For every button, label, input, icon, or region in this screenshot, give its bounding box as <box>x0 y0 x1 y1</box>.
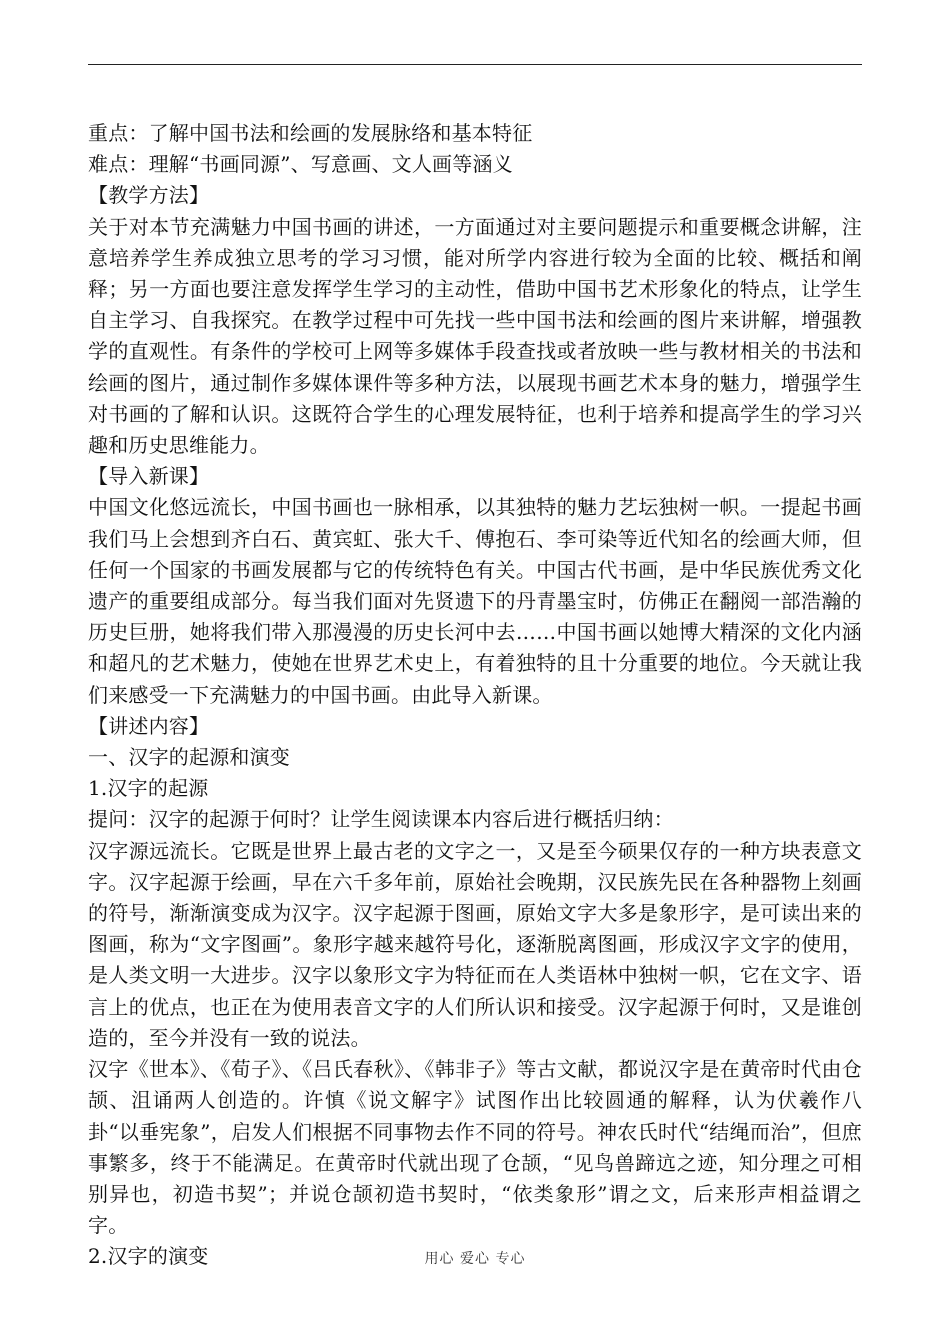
page-footer: 用心 爱心 专心 <box>424 1251 526 1267</box>
document-body <box>88 118 862 1273</box>
header-rule <box>88 64 862 65</box>
origin-paragraph: 汉字源远流长。它既是世界上最古老的文字之一，又是至今硕果仅存的一种方块表意文字。汉字起源于绘画，早在六千多年前，原始社会晚期，汉民族先民在各种器物上刻画的符号，渐渐演变成为汉字。汉字起源于图画，原始文字大多是象形字，是可读出来的图画，称为“文字图画”。象形字越来越符号化，逐渐脱离图画，形成汉字文字的使用，是人类文明一大进步。汉字以象形文字为特征而在人类语林中独树一帜，它在文字、语言上的优点，也正在为使用表音文字的人们所认识和接受。汉字起源于何时，又是谁创造的，至今并没有一致的说法。 <box>88 838 862 1050</box>
difficulty-line: 难点：理解“书画同源”、写意画、文人画等涵义 <box>88 152 513 177</box>
teaching-method-paragraph: 关于对本节充满魅力中国书画的讲述，一方面通过对主要问题提示和重要概念讲解，注意培养学生养成独立思考的学习习惯，能对所学内容进行较为全面的比较、概括和阐释；另一方面也要注意发挥学生学习的主动性，借助中国书艺术形象化的特点，让学生自主学习、自我探究。在教学过程中可先找一些中国书法和绘画的图片来讲解，增强教学的直观性。有条件的学校可上网等多媒体手段查找或者放映一些与教材相关的书法和绘画的图片，通过制作多媒体课件等多种方法，以展现书画艺术本身的魅力，增强学生对书画的了解和认识。这既符合学生的心理发展特征，也利于培养和提高学生的学习兴趣和历史思维能力。 <box>88 214 862 458</box>
subheading-evolution: 2.汉字的演变 <box>88 1244 209 1269</box>
subheading-origin-and-evolution: 一、汉字的起源和演变 <box>88 745 290 770</box>
question-line: 提问：汉字的起源于何时？让学生阅读课本内容后进行概括归纳： <box>88 807 674 832</box>
section-heading-lecture-content: 【讲述内容】 <box>88 713 210 738</box>
section-heading-teaching-method: 【教学方法】 <box>88 183 210 208</box>
introduction-paragraph: 中国文化悠远流长，中国书画也一脉相承，以其独特的魅力艺坛独树一帜。一提起书画我们马上会想到齐白石、黄宾虹、张大千、傅抱石、李可染等近代知名的绘画大师，但任何一个国家的书画发展都与它的传统特色有关。中国古代书画，是中华民族优秀文化遗产的重要组成部分。每当我们面对先贤遗下的丹青墨宝时，仿佛正在翻阅一部浩瀚的历史巨册，她将我们带入那漫漫的历史长河中去……中国书画以她博大精深的文化内涵和超凡的艺术魅力，使她在世界艺术史上，有着独特的且十分重要的地位。今天就让我们来感受一下充满魅力的中国书画。由此导入新课。 <box>88 495 862 707</box>
section-heading-introduction: 【导入新课】 <box>88 464 210 489</box>
key-point-line: 重点：了解中国书法和绘画的发展脉络和基本特征 <box>88 121 533 145</box>
legend-paragraph: 汉字《世本》、《荀子》、《吕氏春秋》、《韩非子》等古文献，都说汉字是在黄帝时代由仓颉、沮诵两人创造的。许慎《说文解字》试图作出比较圆通的解释，认为伏羲作八卦“以垂宪象”，启发人们根据不同事物去作不同的符号。神农氏时代“结绳而治”，但庶事繁多，终于不能满足。在黄帝时代就出现了仓颉，“见鸟兽蹄迒之迹，知分理之可相别异也，初造书契”；并说仓颉初造书契时，“依类象形”谓之文，后来形声相益谓之字。 <box>88 1057 862 1238</box>
subheading-origin: 1.汉字的起源 <box>88 776 209 801</box>
